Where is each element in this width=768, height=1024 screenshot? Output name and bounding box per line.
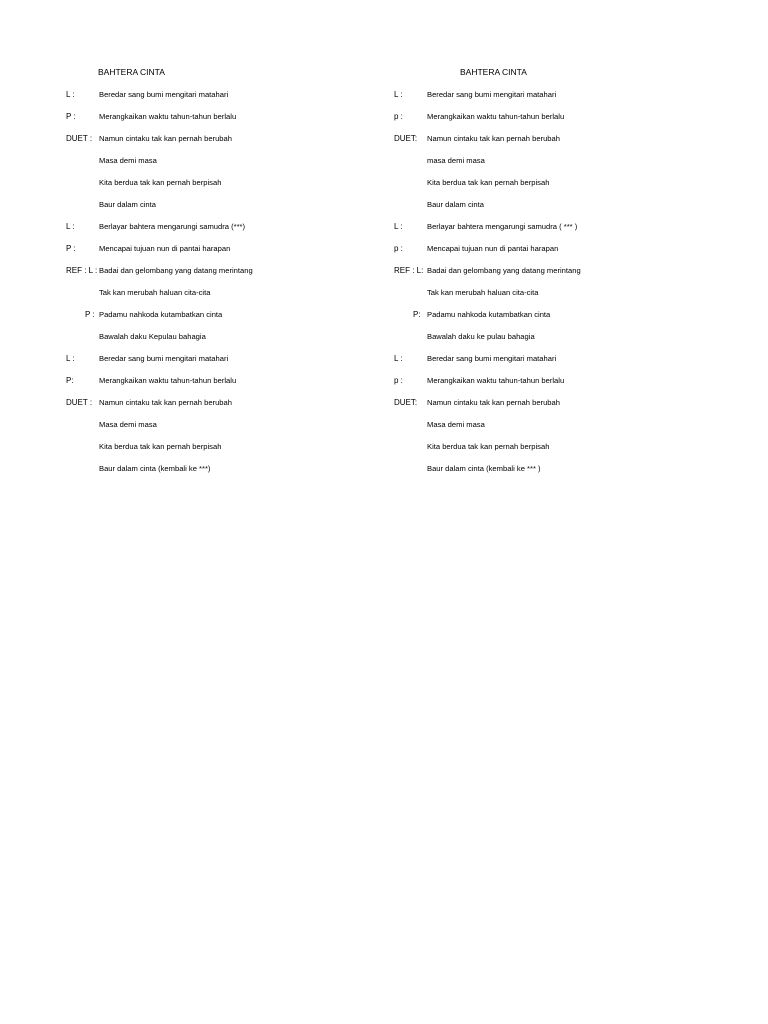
lyric-text: Padamu nahkoda kutambatkan cinta bbox=[99, 310, 223, 319]
singer-label: L : bbox=[394, 354, 403, 363]
lyric-line bbox=[66, 265, 366, 277]
lyric-text: Bawalah daku Kepulau bahagia bbox=[99, 332, 206, 341]
lyric-line bbox=[394, 463, 694, 475]
lyric-text: Bawalah daku ke pulau bahagia bbox=[427, 332, 535, 341]
lyric-line bbox=[394, 287, 694, 299]
singer-label: p : bbox=[394, 244, 403, 253]
singer-label: DUET: bbox=[394, 398, 418, 407]
lyric-text: Baur dalam cinta (kembali ke *** ) bbox=[427, 464, 541, 473]
singer-label: P: bbox=[66, 376, 74, 385]
lyric-text: Namun cintaku tak kan pernah berubah bbox=[99, 134, 232, 143]
singer-label: P : bbox=[66, 112, 76, 121]
lyric-line bbox=[66, 375, 366, 387]
lyric-line bbox=[394, 331, 694, 343]
lyric-line bbox=[66, 221, 366, 233]
lyric-line bbox=[66, 243, 366, 255]
singer-label: REF : L : bbox=[66, 266, 98, 275]
lyric-text: Baur dalam cinta bbox=[427, 200, 484, 209]
singer-label: L : bbox=[66, 90, 75, 99]
lyric-text: Berlayar bahtera mengarungi samudra (***) bbox=[99, 222, 246, 231]
lyric-line bbox=[66, 89, 366, 101]
lyric-text: Beredar sang bumi mengitari matahari bbox=[427, 90, 557, 99]
lyric-line bbox=[66, 441, 366, 453]
lyric-text: Kita berdua tak kan pernah berpisah bbox=[99, 442, 222, 451]
lyric-text: Masa demi masa bbox=[427, 420, 485, 429]
lyric-line bbox=[66, 331, 366, 343]
lyric-line bbox=[66, 463, 366, 475]
lyric-text: Namun cintaku tak kan pernah berubah bbox=[427, 398, 560, 407]
lyric-text: Kita berdua tak kan pernah berpisah bbox=[427, 178, 550, 187]
lyric-text: Baur dalam cinta (kembali ke ***) bbox=[99, 464, 211, 473]
lyric-line bbox=[394, 155, 694, 167]
singer-label: p : bbox=[394, 112, 403, 121]
lyric-line bbox=[394, 375, 694, 387]
lyric-line bbox=[394, 221, 694, 233]
lyric-line bbox=[394, 353, 694, 365]
lyric-text: Merangkaikan waktu tahun-tahun berlalu bbox=[99, 376, 237, 385]
lyric-line bbox=[66, 397, 366, 409]
lyric-line bbox=[394, 199, 694, 211]
song-title: BAHTERA CINTA bbox=[98, 67, 165, 77]
lyric-line bbox=[394, 243, 694, 255]
lyric-line bbox=[394, 265, 694, 277]
lyric-line bbox=[66, 111, 366, 123]
lyric-text: Kita berdua tak kan pernah berpisah bbox=[427, 442, 550, 451]
singer-label: REF : L: bbox=[394, 266, 424, 275]
lyric-text: Masa demi masa bbox=[99, 156, 157, 165]
lyric-line bbox=[394, 309, 694, 321]
lyric-line bbox=[394, 441, 694, 453]
lyric-line bbox=[66, 199, 366, 211]
lyric-line bbox=[66, 133, 366, 145]
lyric-line bbox=[66, 419, 366, 431]
lyric-text: Padamu nahkoda kutambatkan cinta bbox=[427, 310, 551, 319]
lyric-line bbox=[66, 287, 366, 299]
singer-label: DUET: bbox=[394, 134, 418, 143]
lyric-line bbox=[66, 155, 366, 167]
singer-label: P : bbox=[85, 310, 95, 319]
singer-label: p : bbox=[394, 376, 403, 385]
singer-label: P: bbox=[413, 310, 421, 319]
lyric-line bbox=[394, 111, 694, 123]
lyric-line bbox=[394, 177, 694, 189]
lyric-text: Baur dalam cinta bbox=[99, 200, 156, 209]
lyric-text: Badai dan gelombang yang datang merintang bbox=[99, 266, 253, 275]
lyric-line bbox=[394, 419, 694, 431]
lyric-text: Mencapai tujuan nun di pantai harapan bbox=[427, 244, 559, 253]
lyric-text: Tak kan merubah haluan cita-cita bbox=[427, 288, 539, 297]
singer-label: DUET : bbox=[66, 134, 93, 143]
lyric-text: Merangkaikan waktu tahun-tahun berlalu bbox=[99, 112, 237, 121]
lyric-line bbox=[66, 309, 366, 321]
singer-label: L : bbox=[394, 222, 403, 231]
lyric-line bbox=[66, 177, 366, 189]
lyric-text: Kita berdua tak kan pernah berpisah bbox=[99, 178, 222, 187]
lyric-text: Berlayar bahtera mengarungi samudra ( *** ) bbox=[427, 222, 578, 231]
lyric-text: Namun cintaku tak kan pernah berubah bbox=[99, 398, 232, 407]
lyric-line bbox=[394, 133, 694, 145]
singer-label: L : bbox=[66, 222, 75, 231]
song-title: BAHTERA CINTA bbox=[460, 67, 527, 77]
lyric-text: Beredar sang bumi mengitari matahari bbox=[99, 354, 229, 363]
lyric-line bbox=[394, 89, 694, 101]
lyric-text: Merangkaikan waktu tahun-tahun berlalu bbox=[427, 112, 565, 121]
lyric-text: Namun cintaku tak kan pernah berubah bbox=[427, 134, 560, 143]
singer-label: L : bbox=[66, 354, 75, 363]
lyric-text: masa demi masa bbox=[427, 156, 485, 165]
lyric-text: Merangkaikan waktu tahun-tahun berlalu bbox=[427, 376, 565, 385]
lyric-text: Masa demi masa bbox=[99, 420, 157, 429]
lyric-text: Tak kan merubah haluan cita-cita bbox=[99, 288, 211, 297]
singer-label: L : bbox=[394, 90, 403, 99]
singer-label: DUET : bbox=[66, 398, 93, 407]
lyric-line bbox=[394, 397, 694, 409]
lyric-text: Beredar sang bumi mengitari matahari bbox=[427, 354, 557, 363]
lyric-line bbox=[66, 353, 366, 365]
singer-label: P : bbox=[66, 244, 76, 253]
lyric-text: Mencapai tujuan nun di pantai harapan bbox=[99, 244, 231, 253]
lyric-text: Badai dan gelombang yang datang merintang bbox=[427, 266, 581, 275]
lyric-text: Beredar sang bumi mengitari matahari bbox=[99, 90, 229, 99]
